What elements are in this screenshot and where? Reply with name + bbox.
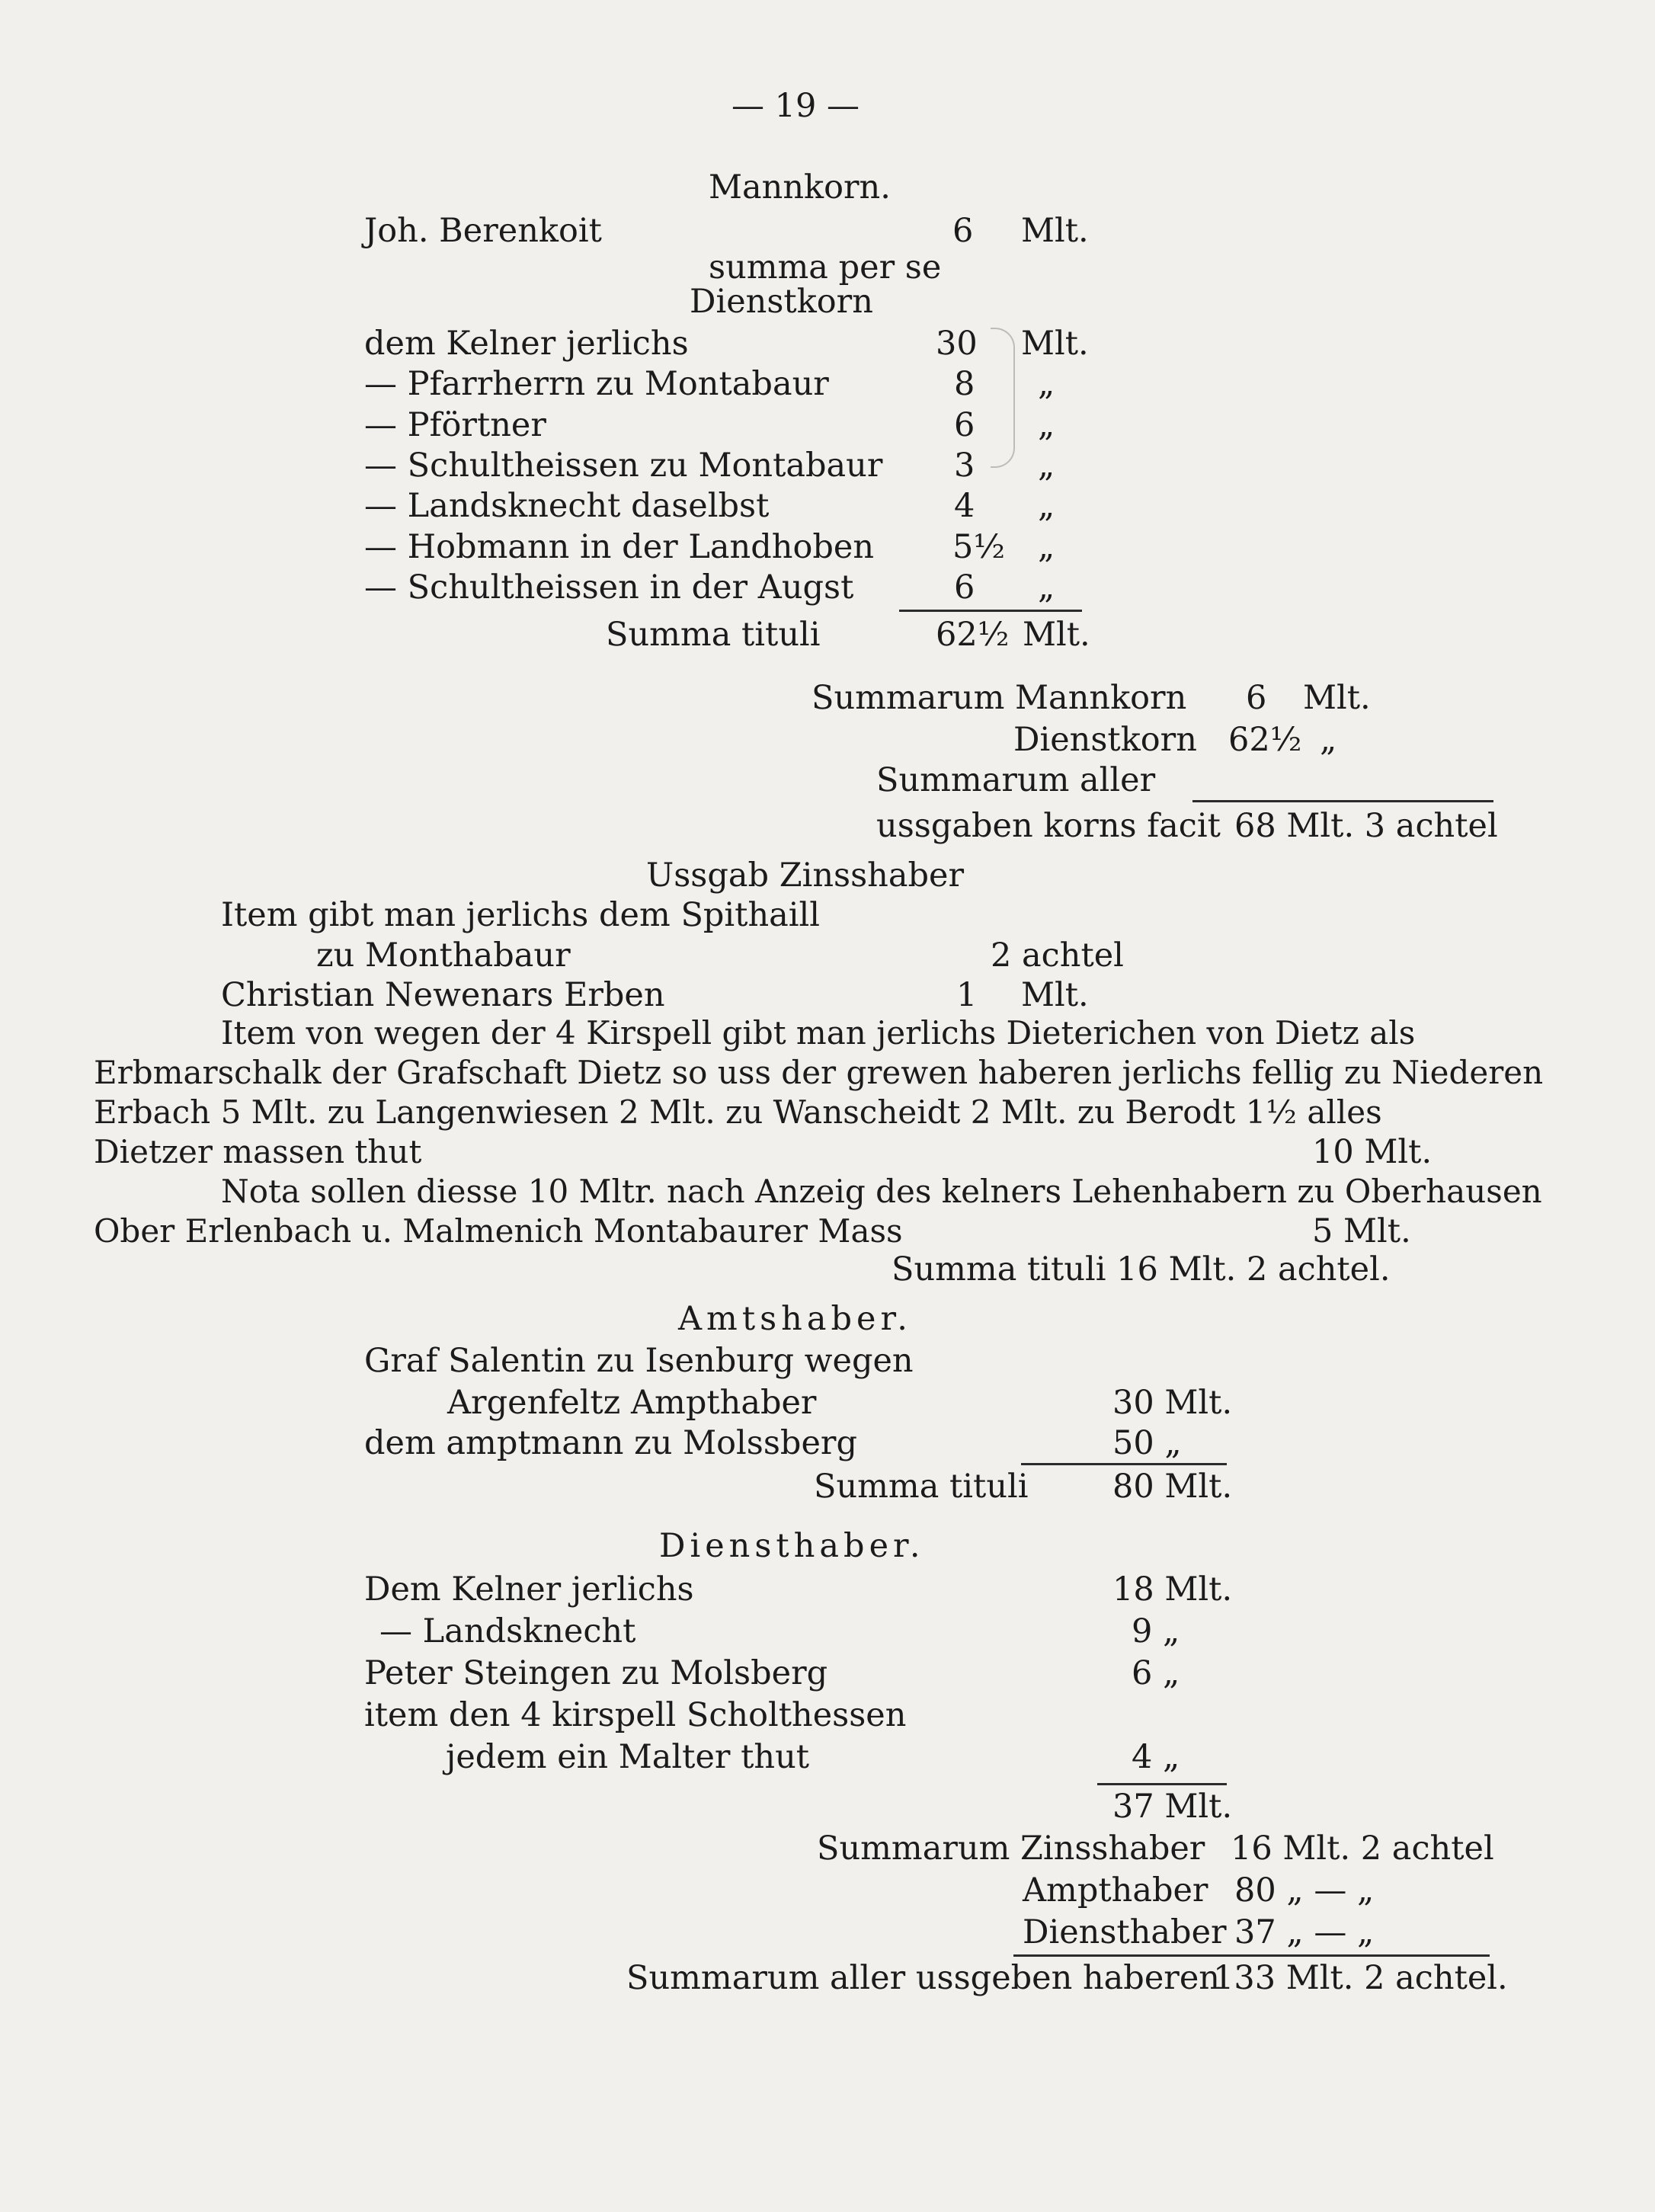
summa-tituli-label: Summa tituli (606, 616, 821, 654)
dienstkorn-total-label: Dienstkorn (1013, 721, 1197, 759)
list-item-qty: 30 (936, 325, 978, 363)
list-item-qty: 6 (954, 406, 975, 444)
dienst-item-line1: item den 4 kirspell Scholthessen (364, 1696, 907, 1734)
summa-tituli-unit: Mlt. (1023, 616, 1090, 654)
entry-berenkoit-name: Joh. Berenkoit (364, 212, 602, 250)
dienst-row-name: Dem Kelner jerlichs (364, 1570, 694, 1609)
summary-zins-label: Summarum Zinsshaber (817, 1829, 1205, 1868)
summarum-aller-line1: Summarum aller (876, 761, 1156, 799)
zins-item1-value: 2 achtel (991, 936, 1124, 975)
list-item-name: — Pfarrherrn zu Montabaur (364, 365, 829, 403)
summary-dienst-value: 37 „ — „ (1234, 1913, 1375, 1951)
summarum-mannkorn-qty: 6 (1246, 679, 1267, 717)
amts-amptmann-qty: 50 „ (1112, 1424, 1182, 1462)
rule-summa-tituli (899, 610, 1082, 612)
dienst-row-qty: 18 Mlt. (1112, 1570, 1233, 1609)
section-heading-amtshaber: Amtshaber. (678, 1300, 912, 1338)
list-item-qty: 4 (954, 487, 975, 525)
dienst-item-qty: 4 „ (1132, 1738, 1180, 1776)
zins-christian-unit: Mlt. (1021, 976, 1089, 1014)
paragraph-line: Erbach 5 Mlt. zu Langenwiesen 2 Mlt. zu Wanscheidt 2 Mlt. zu Berodt 1½ alles (94, 1093, 1382, 1131)
amts-graf-qty: 30 Mlt. (1112, 1384, 1233, 1422)
dienst-row-name: — Landsknecht (379, 1612, 636, 1650)
section-heading-diensthaber: Diensthaber. (659, 1527, 925, 1565)
list-item-qty: 5½ (952, 528, 1006, 566)
summary-final-label: Summarum aller ussgeben haberen (626, 1959, 1220, 1997)
zins-summa-tituli: Summa tituli 16 Mlt. 2 achtel. (892, 1250, 1391, 1288)
summa-tituli-qty: 62½ (936, 616, 1010, 654)
subheading-dienstkorn: Dienstkorn (690, 283, 873, 321)
list-item-name: dem Kelner jerlichs (364, 325, 689, 363)
summarum-aller-line2: ussgaben korns facit (876, 807, 1221, 845)
paragraph-line: Item von wegen der 4 Kirspell gibt man jerlichs Dieterichen von Dietz als (221, 1014, 1416, 1052)
subheading-summa-per-se: summa per se (709, 248, 942, 287)
list-item-unit: „ (1038, 487, 1055, 525)
show-through-brace (991, 328, 1015, 468)
paragraph-value: 10 Mlt. (1312, 1133, 1433, 1171)
page-number: — 19 — (731, 87, 860, 125)
summarum-mannkorn-unit: Mlt. (1303, 679, 1371, 717)
rule-amts-summa (1021, 1463, 1227, 1465)
zins-christian-qty: 1 (956, 976, 978, 1014)
list-item-unit: „ (1038, 568, 1055, 607)
paragraph-line: Dietzer massen thut (94, 1133, 422, 1170)
list-item-name: — Pförtner (364, 406, 546, 444)
amts-graf-line1: Graf Salentin zu Isenburg wegen (364, 1342, 914, 1380)
section-heading-zinsshaber: Ussgab Zinsshaber (646, 856, 965, 895)
list-item-unit: „ (1038, 365, 1055, 403)
dienst-row-qty: 9 „ (1132, 1612, 1180, 1650)
dienst-row-name: Peter Steingen zu Molsberg (364, 1654, 828, 1692)
list-item-name: — Hobmann in der Landhoben (364, 528, 875, 566)
zins-item1-line2: zu Monthabaur (316, 936, 571, 975)
amts-graf-line2: Argenfeltz Ampthaber (447, 1384, 817, 1422)
paragraph-line: Nota sollen diesse 10 Mltr. nach Anzeig des kelners Lehenhabern zu Oberhausen (221, 1173, 1542, 1210)
summary-final-value: 133 Mlt. 2 achtel. (1213, 1959, 1508, 1997)
list-item-qty: 3 (954, 447, 975, 485)
list-item-unit: „ (1038, 447, 1055, 485)
paragraph-value: 5 Mlt. (1312, 1212, 1411, 1250)
summarum-aller-total: 68 Mlt. 3 achtel (1234, 807, 1498, 845)
amts-summa-qty: 80 Mlt. (1112, 1468, 1233, 1506)
summarum-mannkorn-label: Summarum Mannkorn (811, 679, 1187, 717)
summary-ampt-label: Ampthaber (1023, 1871, 1208, 1909)
paragraph-line: Erbmarschalk der Grafschaft Dietz so uss der grewen haberen jerlichs fellig zu Niederen (94, 1054, 1544, 1091)
dienst-item-line2: jedem ein Malter thut (446, 1738, 810, 1776)
summary-ampt-value: 80 „ — „ (1234, 1871, 1375, 1909)
list-item-qty: 6 (954, 568, 975, 607)
zins-item1-line1: Item gibt man jerlichs dem Spithaill (221, 896, 821, 934)
rule-final-total (1013, 1954, 1490, 1957)
amts-amptmann: dem amptmann zu Molssberg (364, 1424, 857, 1462)
dienstkorn-total-qty: 62½ (1228, 721, 1302, 759)
entry-berenkoit-unit: Mlt. (1021, 212, 1089, 250)
dienst-row-qty: 6 „ (1132, 1654, 1180, 1692)
section-heading-mannkorn: Mannkorn. (709, 168, 891, 206)
dienst-total: 37 Mlt. (1112, 1788, 1233, 1826)
summary-zins-value: 16 Mlt. 2 achtel (1231, 1829, 1494, 1868)
list-item-unit: „ (1038, 528, 1055, 566)
paragraph-line: Ober Erlenbach u. Malmenich Montabaurer Mass (94, 1212, 903, 1250)
list-item-qty: 8 (954, 365, 975, 403)
summary-dienst-label: Diensthaber (1023, 1913, 1227, 1951)
list-item-unit: Mlt. (1021, 325, 1089, 363)
list-item-name: — Schultheissen zu Montabaur (364, 447, 883, 485)
list-item-name: — Landsknecht daselbst (364, 487, 770, 525)
rule-summarum-aller (1192, 800, 1493, 802)
zins-christian-name: Christian Newenars Erben (221, 976, 665, 1014)
dienstkorn-total-unit: „ (1320, 721, 1337, 759)
amts-summa-label: Summa tituli (814, 1468, 1029, 1506)
entry-berenkoit-qty: 6 (952, 212, 974, 250)
rule-dienst-total (1097, 1783, 1227, 1785)
list-item-unit: „ (1038, 406, 1055, 444)
list-item-name: — Schultheissen in der Augst (364, 568, 854, 607)
